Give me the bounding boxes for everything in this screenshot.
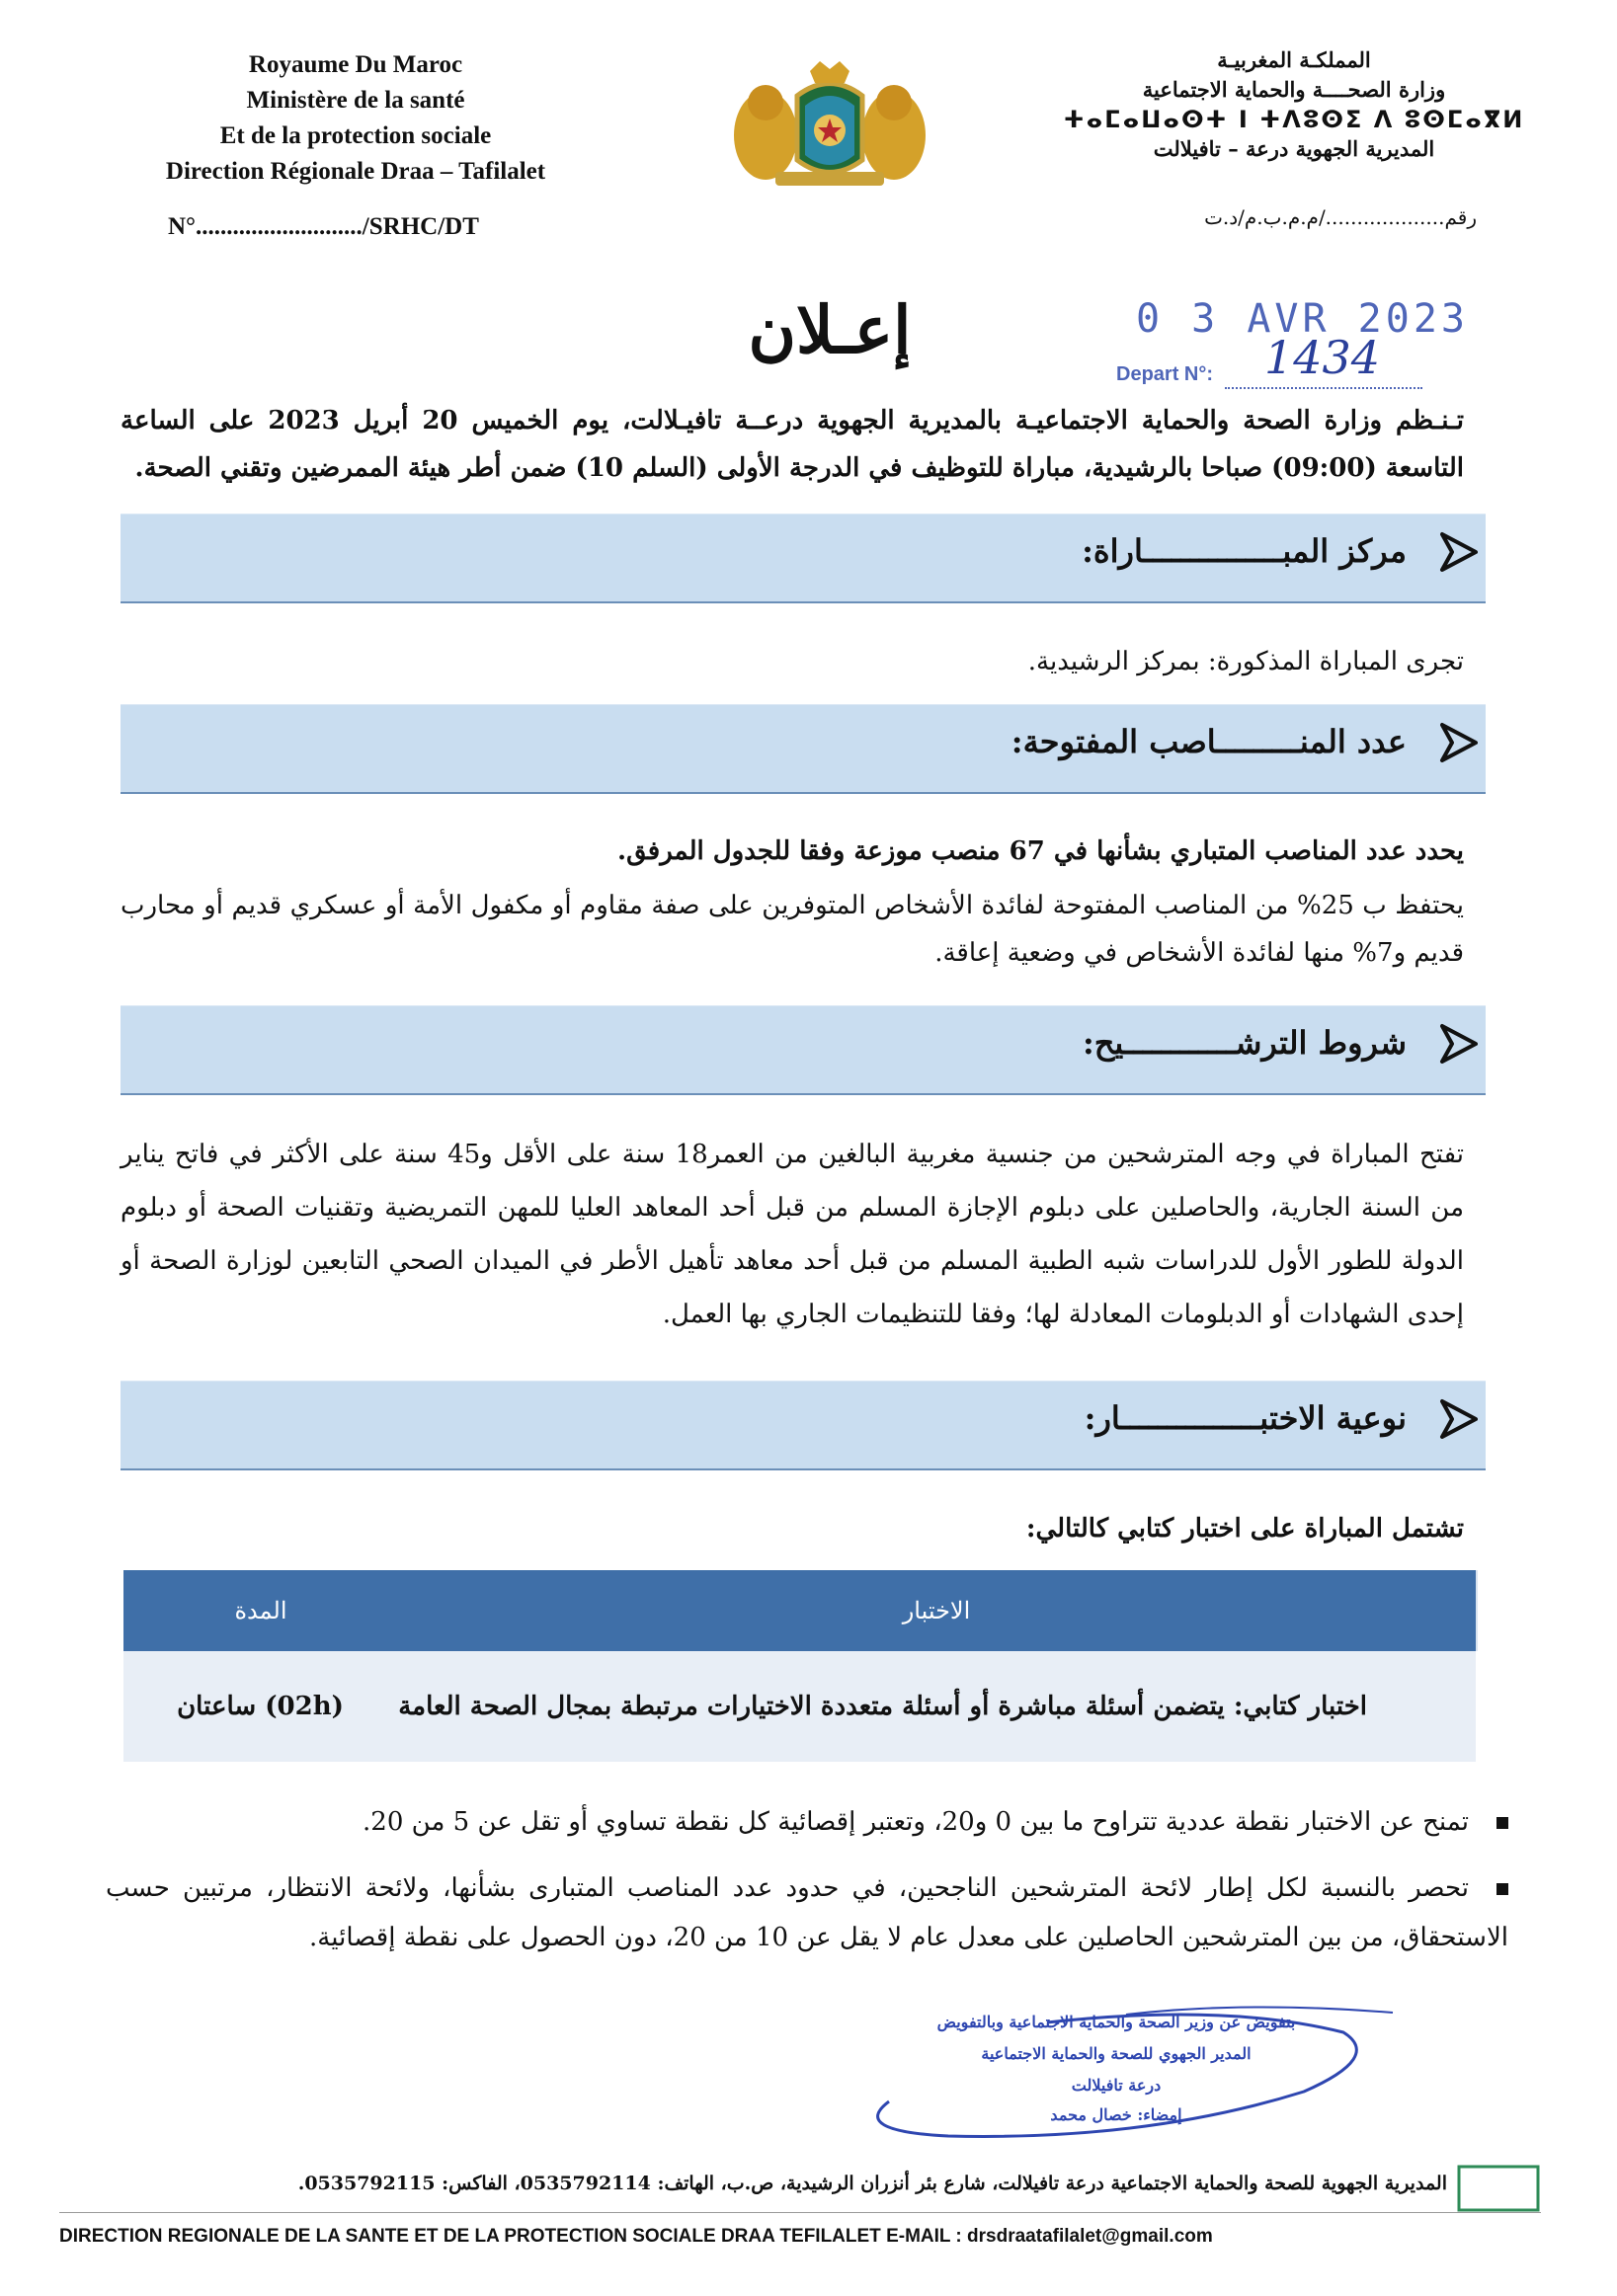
signature-stamp bbox=[830, 2003, 1403, 2141]
section-bar-posts bbox=[121, 704, 1486, 794]
center-text: تجرى المباراة المذكورة: بمركز الرشيدية. bbox=[1027, 647, 1464, 676]
signature-line-4: إمضاء: خصال محمد bbox=[1050, 2105, 1182, 2124]
header-ministry: Ministère de la santé bbox=[246, 87, 465, 114]
signature-line-2: المدير الجهوي للصحة والحماية الاجتماعية bbox=[981, 2044, 1252, 2063]
arrowhead-bullet-icon bbox=[1438, 1020, 1478, 1068]
section-title-exam: نوعية الاختبـــــــــــــــار: bbox=[1084, 1399, 1407, 1437]
arrowhead-bullet-icon bbox=[1438, 1395, 1478, 1443]
header-french-block bbox=[59, 47, 652, 190]
moroccan-coat-of-arms-icon bbox=[716, 61, 943, 190]
section-title-posts: عدد المنـــــــــاصب المفتوحة: bbox=[1011, 723, 1407, 760]
bullet-text-1: تمنح عن الاختبار نقطة عددية تتراوح ما بين 0 و20، وتعتبر إقصائية كل نقطة تساوي أو تقل عن 5 من 20. bbox=[363, 1807, 1469, 1837]
table-header-row bbox=[123, 1570, 1477, 1651]
header-ministry-2: Et de la protection sociale bbox=[219, 122, 492, 149]
table-cell-duration: (02h) ساعتان bbox=[123, 1651, 397, 1762]
stamp-date: 0 3 AVR 2023 bbox=[1136, 296, 1469, 342]
table-cell-exam: اختبار كتابي: يتضمن أسئلة مباشرة أو أسئلة متعددة الاختيارات مرتبطة بمجال الصحة العامة bbox=[397, 1651, 1477, 1762]
square-bullet-icon bbox=[1496, 1883, 1508, 1895]
header-tifinagh: ⵜⴰⵎⴰⵡⴰⵙⵜ ⵏ ⵜⴷⵓⵙⵉ ⴷ ⵓⵙⵎⴰⴳⵍ bbox=[1063, 106, 1525, 133]
page-title: إعـلان bbox=[748, 291, 912, 368]
header-ar-reference: رقم.................../م.م.ب.م/د.ت bbox=[1204, 205, 1477, 229]
section-bar-center bbox=[121, 514, 1486, 603]
conditions-text: تفتح المباراة في وجه المترشحين من جنسية مغربية البالغين من العمر18 سنة على الأقل و45 سنة على الأكثر في فاتح يناير من السنة الجارية، والحاصلين على دبلوم الإجازة المسلم من قبل أحد المعاهد العليا للمهن التمريضية وتقنيات الصحة أو دبلوم الدولة للطور الأول للدراسات شبه الطبية المسلم من قبل أحد معاهد تأهيل الأطر في الميدان الصحي التابعين لوزارة الصحة أو إحدى الشهادات أو الدبلومات المعادلة لها؛ وفقا للتنظيمات الجاري بها العمل. bbox=[121, 1140, 1464, 1329]
stamp-depart-label: Depart N°: bbox=[1116, 363, 1214, 385]
signature-line-3: درعة تافيلالت bbox=[1071, 2076, 1162, 2095]
signature-line-1: بتفويض عن وزير الصحة والحماية الاجتماعية وبالتفويض bbox=[936, 2013, 1296, 2031]
table-header-exam: الاختبار bbox=[397, 1570, 1477, 1651]
posts-line-2: يحتفظ ب 25% من المناصب المفتوحة لفائدة الأشخاص المتوفرين على صفة مقاوم أو مكفول الأمة أو عسكري قديم أو محارب قديم و7% منها لفائدة الأشخاص في وضعية إعاقة. bbox=[121, 891, 1464, 968]
header-fr-reference: N°.........................../SRHC/DT bbox=[168, 213, 479, 240]
header-kingdom-ar: المملكـة المغربيـة bbox=[1217, 47, 1371, 72]
intro-paragraph: تـنـظم وزارة الصحة والحماية الاجتماعيـة بالمديرية الجهوية درعــة تافيـلالت، يوم الخميس 20 أبريل 2023 على الساعة التاسعة (09:00) صباحا بالرشيدية، مباراة للتوظيف في الدرجة الأولى (السلم 10) ضمن أطر هيئة الممرضين وتقني الصحة. bbox=[121, 406, 1464, 483]
header-arabic-block bbox=[1027, 45, 1561, 164]
table-row bbox=[123, 1651, 1477, 1762]
exam-table bbox=[122, 1570, 1478, 1762]
footer-arabic: المديرية الجهوية للصحة والحماية الاجتماعية درعة تافيلالت، شارع بئر أنزران الرشيدية، ص.ب، الهاتف: 0535792114، الفاكس: 0535792115. bbox=[297, 2173, 1447, 2194]
stamp-depart-number: 1434 bbox=[1264, 331, 1381, 384]
section-bar-conditions bbox=[121, 1005, 1486, 1095]
exam-intro-text: تشتمل المباراة على اختبار كتابي كالتالي: bbox=[1025, 1514, 1464, 1544]
square-bullet-icon bbox=[1496, 1817, 1508, 1829]
posts-line-1: يحدد عدد المناصب المتباري بشأنها في 67 منصب موزعة وفقا للجدول المرفق. bbox=[617, 836, 1464, 866]
footer-logo-icon bbox=[1457, 2165, 1541, 2212]
bullet-text-2: تحصر بالنسبة لكل إطار لائحة المترشحين الناجحين، في حدود عدد المناصب المتبارى بشأنها، ولائحة الانتظار، مرتبين حسب الاستحقاق، من بين المترشحين الحاصلين على معدل عام لا يقل عن 10 من 20، دون الحصول على نقطة إقصائية. bbox=[106, 1873, 1508, 1952]
stamp-dotted-line bbox=[1225, 387, 1422, 389]
table-header-duration: المدة bbox=[123, 1570, 397, 1651]
bullet-item-1 bbox=[106, 1797, 1508, 1847]
section-bar-exam bbox=[121, 1381, 1486, 1470]
footer-divider bbox=[59, 2212, 1541, 2213]
section-title-center: مركز المبـــــــــــــــاراة: bbox=[1082, 532, 1407, 570]
header-ministry-ar: وزارة الصحــــة والحماية الاجتماعية bbox=[1142, 77, 1446, 102]
arrowhead-bullet-icon bbox=[1438, 719, 1478, 766]
footer-french: DIRECTION REGIONALE DE LA SANTE ET DE LA PROTECTION SOCIALE DRAA TEFILALET E-MAIL : drsdraatafilalet@gmail.com bbox=[59, 2226, 1213, 2247]
arrowhead-bullet-icon bbox=[1438, 528, 1478, 576]
header-direction-ar: المديرية الجهوية درعة – تافيلالت bbox=[1153, 136, 1435, 161]
bullet-item-2 bbox=[106, 1863, 1508, 1962]
header-kingdom: Royaume Du Maroc bbox=[248, 51, 463, 78]
section-title-conditions: شروط الترشــــــــــــيح: bbox=[1082, 1024, 1407, 1062]
header-direction: Direction Régionale Draa – Tafilalet bbox=[165, 158, 546, 185]
